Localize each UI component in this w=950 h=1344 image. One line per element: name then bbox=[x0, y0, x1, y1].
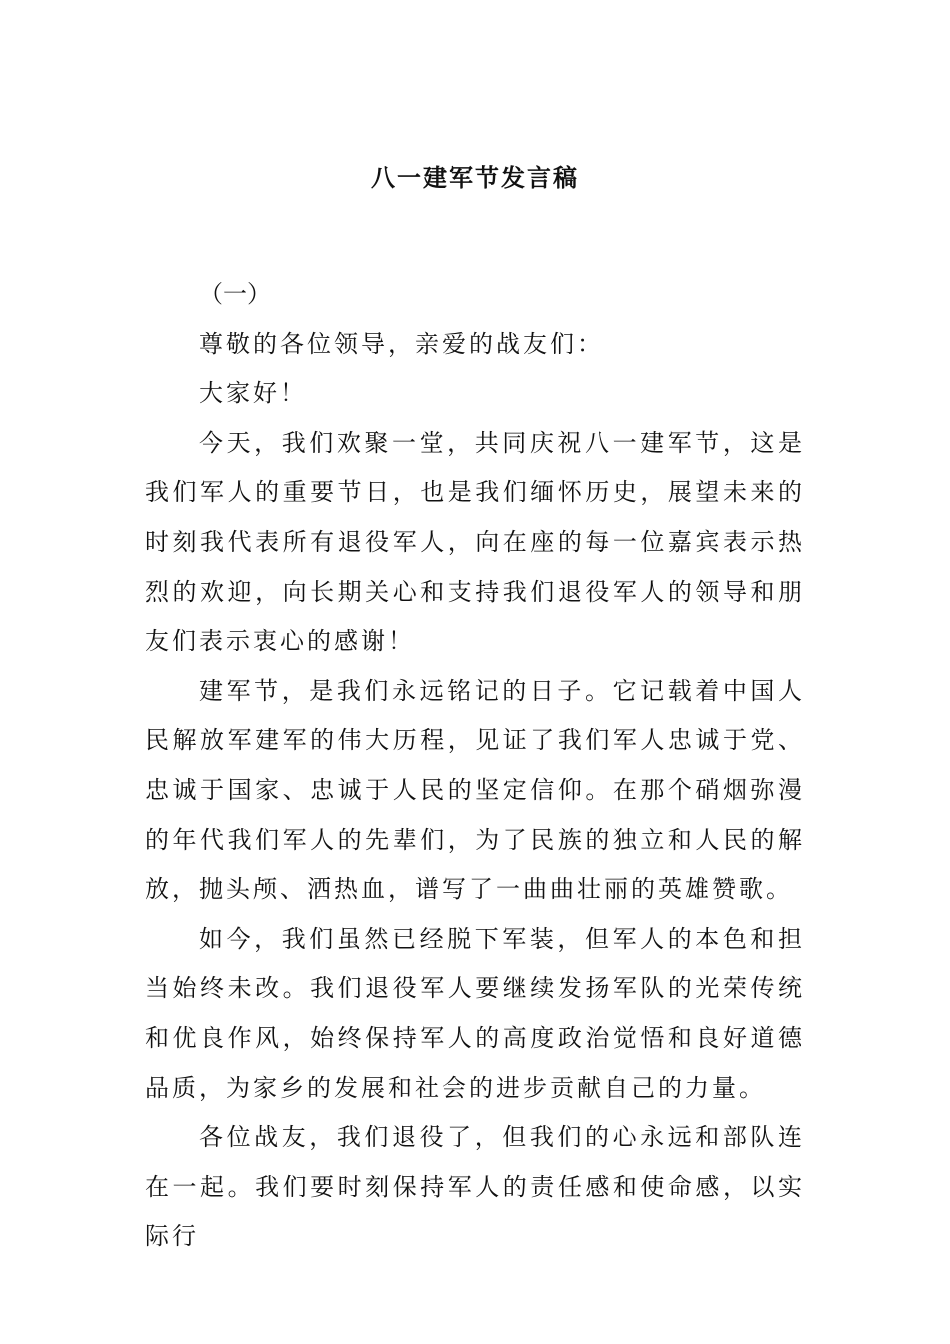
paragraph: 如今，我们虽然已经脱下军装，但军人的本色和担当始终未改。我们退役军人要继续发扬军队的光荣传统和优良作风，始终保持军人的高度政治觉悟和良好道德品质，为家乡的发展和社会的进步贡献自己的力量。 bbox=[145, 924, 805, 1102]
document-body bbox=[145, 270, 805, 1262]
greeting: 大家好！ bbox=[199, 379, 307, 408]
paragraph: 建军节，是我们永远铭记的日子。它记载着中国人民解放军建军的伟大历程，见证了我们军人忠诚于党、忠诚于国家、忠诚于人民的坚定信仰。在那个硝烟弥漫的年代我们军人的先辈们，为了民族的独立和人民的解放，抛头颅、洒热血，谱写了一曲曲壮丽的英雄赞歌。 bbox=[145, 676, 805, 904]
document-title: 八一建军节发言稿 bbox=[371, 163, 579, 192]
paragraph: 各位战友，我们退役了，但我们的心永远和部队连在一起。我们要时刻保持军人的责任感和使命感，以实际行 bbox=[145, 1123, 805, 1251]
salutation: 尊敬的各位领导，亲爱的战友们： bbox=[199, 329, 604, 358]
section-mark: （一） bbox=[199, 280, 271, 308]
paragraph: 今天，我们欢聚一堂，共同庆祝八一建军节，这是我们军人的重要节日，也是我们缅怀历史，展望未来的时刻我代表所有退役军人，向在座的每一位嘉宾表示热烈的欢迎，向长期关心和支持我们退役军人的领导和朋友们表示衷心的感谢！ bbox=[145, 428, 805, 656]
